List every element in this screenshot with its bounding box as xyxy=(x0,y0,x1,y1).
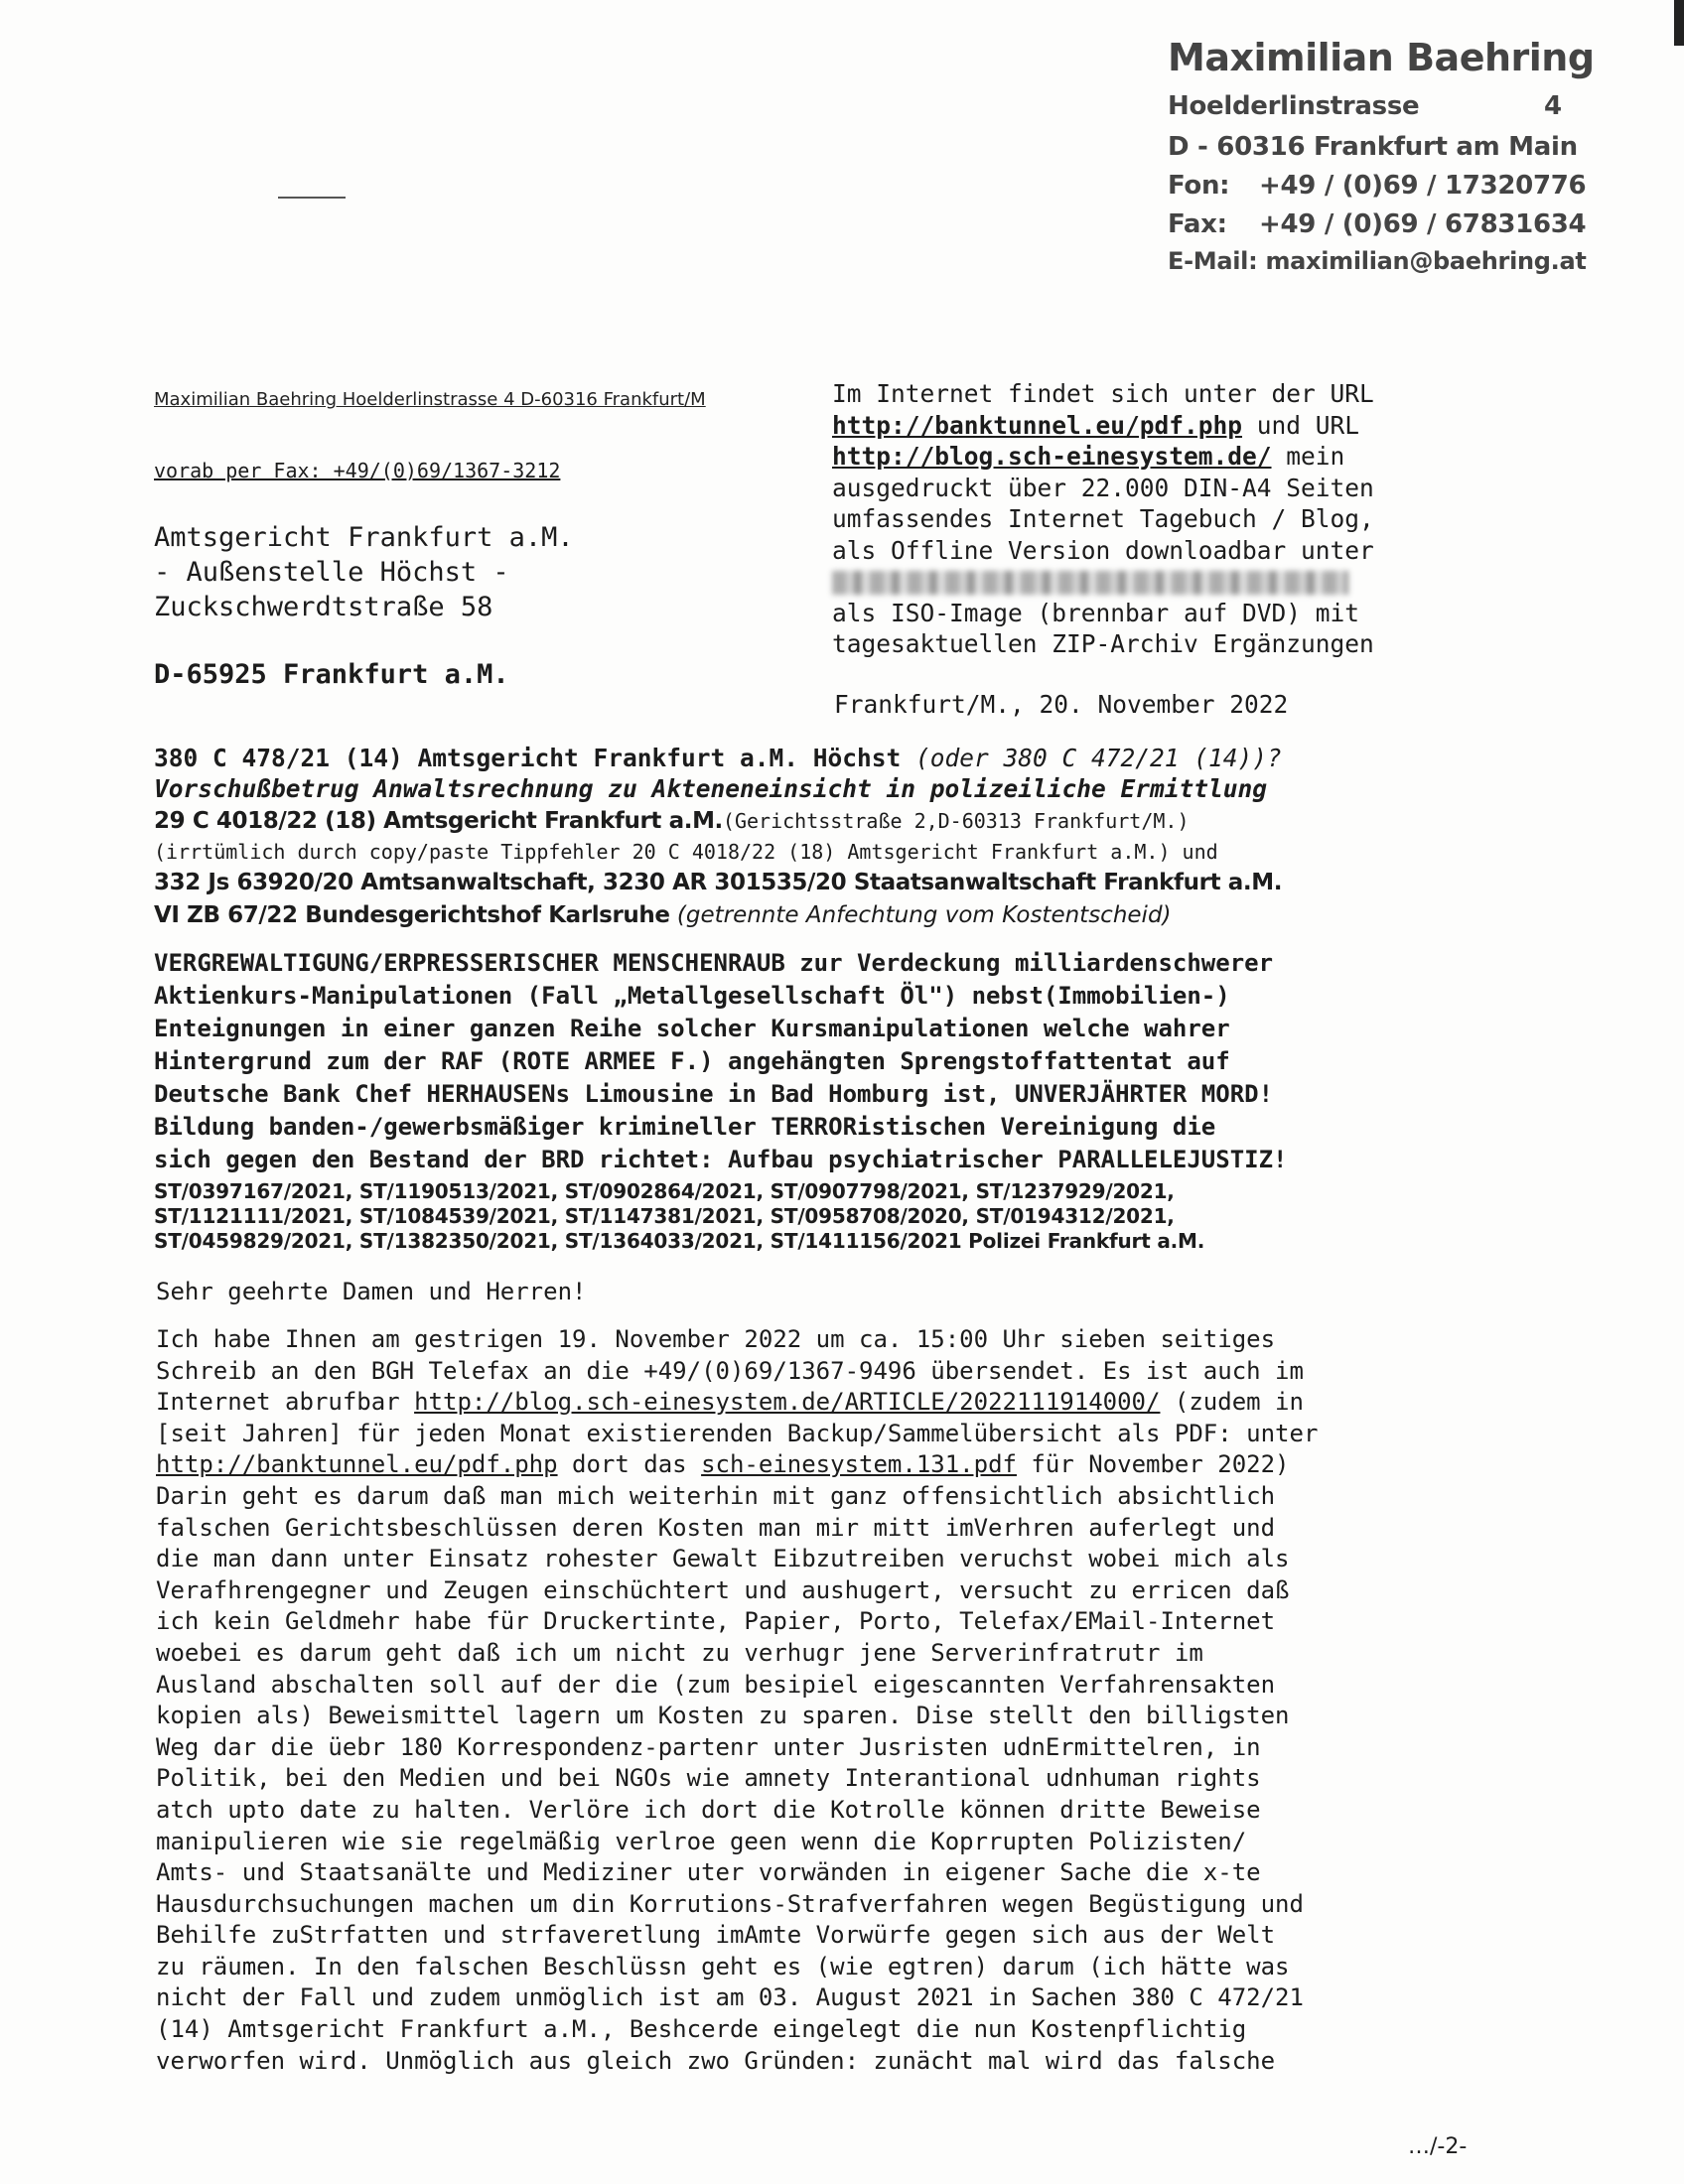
pdf-file-link[interactable]: sch-einesystem.131.pdf xyxy=(701,1450,1017,1479)
ref-line1 xyxy=(154,743,1282,773)
body-line: Darin geht es darum daß man mich weiterhin mit ganz offensichtlich absichtlich xyxy=(156,1481,1276,1510)
ref-line5: 332 Js 63920/20 Amtsanwaltschaft, 3230 AR 301535/20 Staatsanwaltschaft Frankfurt a.M. xyxy=(154,870,1283,895)
subject-block xyxy=(154,947,1288,1176)
body-line: Weg dar die üebr 180 Korrespondenz-partenr unter Jusristen udnErmittelren, in xyxy=(156,1732,1261,1761)
ref-line2: Vorschußbetrug Anwaltsrechnung zu Akteneneinsicht in polizeiliche Ermittlung xyxy=(154,774,1268,803)
sender-line: Maximilian Baehring Hoelderlinstrasse 4 D-60316 Frankfurt/M xyxy=(154,389,706,410)
ref-case-bgh-note: (getrennte Anfechtung vom Kostentscheid) xyxy=(669,902,1172,928)
police-case-numbers xyxy=(154,1179,1204,1254)
body-text xyxy=(156,1324,1318,2077)
fold-mark xyxy=(278,197,346,199)
subject-line: sich gegen den Bestand der BRD richtet: Aufbau psychiatrischer PARALLELEJUSTIZ! xyxy=(154,1146,1288,1173)
internet-info-block xyxy=(832,378,1374,660)
fax-line: vorab per Fax: +49/(0)69/1367-3212 xyxy=(154,459,561,482)
letterhead-fax-label: Fax: xyxy=(1168,209,1227,239)
ref-line3 xyxy=(154,804,1282,837)
body-line: verworfen wird. Unmöglich aus gleich zwo Gründen: zunächt mal wird das falsche xyxy=(156,2046,1276,2075)
body-line: Behilfe zuStrfatten und strfaveretlung imAmte Vorwürfe gegen sich aus der Welt xyxy=(156,1921,1276,1950)
subject-line: Aktienkurs-Manipulationen (Fall „Metallgesellschaft Öl") nebst(Immobilien-) xyxy=(154,982,1230,1010)
subject-line: Deutsche Bank Chef HERHAUSENs Limousine in Bad Homburg ist, UNVERJÄHRTER MORD! xyxy=(154,1080,1274,1108)
body-line xyxy=(156,1387,1318,1419)
info-line5: umfassendes Internet Tagebuch / Blog, xyxy=(832,504,1374,533)
info-line2 xyxy=(832,410,1374,442)
binder-edge xyxy=(1674,0,1684,46)
ref-line4: (irrtümlich durch copy/paste Tippfehler 20 C 4018/22 (18) Amtsgericht Frankfurt a.M.) und xyxy=(154,840,1218,864)
body-line: Politik, bei den Medien und bei NGOs wie amnety Interantional udnhuman rights xyxy=(156,1764,1261,1793)
body-line: [seit Jahren] für jeden Monat existierenden Backup/Sammelübersicht als PDF: unter xyxy=(156,1419,1319,1447)
letterhead-number: 4 xyxy=(1544,91,1562,121)
recipient-line4: D-65925 Frankfurt a.M. xyxy=(154,659,509,690)
info-line2-text: und URL xyxy=(1242,410,1360,440)
ref-case-2: 29 C 4018/22 (18) Amtsgericht Frankfurt a.M. xyxy=(154,808,723,834)
info-line3 xyxy=(832,441,1374,473)
body-text-span: für November 2022) xyxy=(1016,1450,1290,1479)
body-line: Ich habe Ihnen am gestrigen 19. November 2022 um ca. 15:00 Uhr sieben seitiges xyxy=(156,1325,1276,1353)
subject-line: Bildung banden-/gewerbsmäßiger krimineller TERRORistischen Vereinigung die xyxy=(154,1113,1216,1141)
letterhead-street: Hoelderlinstrasse xyxy=(1168,91,1420,121)
banktunnel-link[interactable]: http://banktunnel.eu/pdf.php xyxy=(832,410,1243,440)
body-line: Amts- und Staatsanälte und Mediziner uter vorwänden in eigener Sache die x-te xyxy=(156,1858,1261,1887)
body-line: kopien als) Beweismittel lagern um Kosten zu sparen. Dise stellt den billigsten xyxy=(156,1702,1290,1730)
body-line: woebei es darum geht daß ich um nicht zu verhugr jene Serverinfratrutr im xyxy=(156,1638,1203,1667)
body-line: die man dann unter Einsatz rohester Gewalt Eibzutreiben veruchst wobei mich als xyxy=(156,1545,1290,1573)
body-text-span: dort das xyxy=(557,1450,702,1479)
body-line: nicht der Fall und zudem unmöglich ist am 03. August 2021 in Sachen 380 C 472/21 xyxy=(156,1983,1304,2012)
body-line: zu räumen. In den falschen Beschlüssn geht es (wie egtren) darum (ich hätte was xyxy=(156,1952,1290,1980)
recipient-line3: Zuckschwerdtstraße 58 xyxy=(154,592,493,622)
ref-line6 xyxy=(154,898,1282,931)
body-line: Hausdurchsuchungen machen um din Korrutions-Strafverfahren wegen Begüstigung und xyxy=(156,1889,1304,1918)
body-line: Verafhrengegner und Zeugen einschüchtert und aushugert, versucht zu erricen daß xyxy=(156,1575,1290,1604)
pdf-link[interactable]: http://banktunnel.eu/pdf.php xyxy=(156,1450,558,1479)
body-text-span: Internet abrufbar xyxy=(156,1388,415,1417)
body-line: manipulieren wie sie regelmäßig verlroe geen wenn die Koprrupten Polizisten/ xyxy=(156,1827,1247,1855)
info-line6: als Offline Version downloadbar unter xyxy=(832,535,1374,565)
subject-line: Enteignungen in einer ganzen Reihe solcher Kursmanipulationen welche wahrer xyxy=(154,1015,1230,1042)
body-line: ich kein Geldmehr habe für Druckertinte, Papier, Porto, Telefax/EMail-Internet xyxy=(156,1607,1276,1636)
letterhead-fon: +49 / (0)69 / 17320776 xyxy=(1259,171,1587,201)
body-line: atch upto date zu halten. Verlöre ich dort die Kotrolle können dritte Beweise xyxy=(156,1795,1261,1824)
blog-link[interactable]: http://blog.sch-einesystem.de/ xyxy=(832,442,1272,471)
letterhead-city: D - 60316 Frankfurt am Main xyxy=(1168,132,1578,162)
letterhead-fax: +49 / (0)69 / 67831634 xyxy=(1259,209,1587,239)
recipient-line2: - Außenstelle Höchst - xyxy=(154,557,509,588)
ref-case-1: 380 C 478/21 (14) Amtsgericht Frankfurt a.M. Höchst xyxy=(154,744,902,772)
info-line1: Im Internet findet sich unter der URL xyxy=(832,379,1374,408)
ref-case-2-address: (Gerichtsstraße 2,D-60313 Frankfurt/M.) xyxy=(722,809,1190,833)
body-line xyxy=(156,1449,1318,1481)
letterhead-fon-label: Fon: xyxy=(1168,171,1230,201)
page-continuation: …/-2- xyxy=(1408,2134,1468,2159)
st-line: ST/0397167/2021, ST/1190513/2021, ST/0902864/2021, ST/0907798/2021, ST/1237929/2021, xyxy=(154,1179,1175,1203)
st-line: ST/1121111/2021, ST/1084539/2021, ST/1147381/2021, ST/0958708/2020, ST/0194312/2021, xyxy=(154,1204,1175,1228)
body-line: Ausland abschalten soll auf der die (zum besipiel eigescannten Verfahrensakten xyxy=(156,1670,1276,1699)
ref-case-bgh: VI ZB 67/22 Bundesgerichtshof Karlsruhe xyxy=(154,902,670,928)
body-line: Schreib an den BGH Telefax an die +49/(0)69/1367-9496 übersendet. Es ist auch im xyxy=(156,1356,1304,1385)
letter-date: Frankfurt/M., 20. November 2022 xyxy=(834,690,1289,719)
article-link[interactable]: http://blog.sch-einesystem.de/ARTICLE/2022111914000/ xyxy=(414,1388,1161,1417)
recipient-line1: Amtsgericht Frankfurt a.M. xyxy=(154,522,574,553)
st-line: ST/0459829/2021, ST/1382350/2021, ST/1364033/2021, ST/1411156/2021 Polizei Frankfurt a.M. xyxy=(154,1229,1205,1253)
reference-block xyxy=(154,743,1282,931)
body-text-span: (zudem in xyxy=(1160,1388,1304,1417)
body-line: falschen Gerichtsbeschlüssen deren Kosten man mir mitt imVerhren auferlegt und xyxy=(156,1513,1276,1542)
subject-line: Hintergrund zum der RAF (ROTE ARMEE F.) angehängten Sprengstoffattentat auf xyxy=(154,1047,1230,1075)
ref-case-1-alt: (oder 380 C 472/21 (14))? xyxy=(901,744,1282,772)
salutation: Sehr geehrte Damen und Herren! xyxy=(156,1278,587,1305)
info-line3-text: mein xyxy=(1271,442,1345,471)
info-line8: tagesaktuellen ZIP-Archiv Ergänzungen xyxy=(832,629,1374,658)
body-line: (14) Amtsgericht Frankfurt a.M., Beshcerde eingelegt die nun Kostenpflichtig xyxy=(156,2015,1247,2044)
info-line4: ausgedruckt über 22.000 DIN-A4 Seiten xyxy=(832,473,1374,502)
subject-line: VERGREWALTIGUNG/ERPRESSERISCHER MENSCHENRAUB zur Verdeckung milliardenschwerer xyxy=(154,949,1274,977)
letterhead-email: E-Mail: maximilian@baehring.at xyxy=(1168,247,1587,275)
info-line-redacted xyxy=(832,566,1374,598)
info-line7: als ISO-Image (brennbar auf DVD) mit xyxy=(832,598,1360,627)
body-lines-container xyxy=(156,1481,1318,2077)
letterhead-name: Maximilian Baehring xyxy=(1168,36,1595,79)
redacted-url xyxy=(832,571,1348,595)
